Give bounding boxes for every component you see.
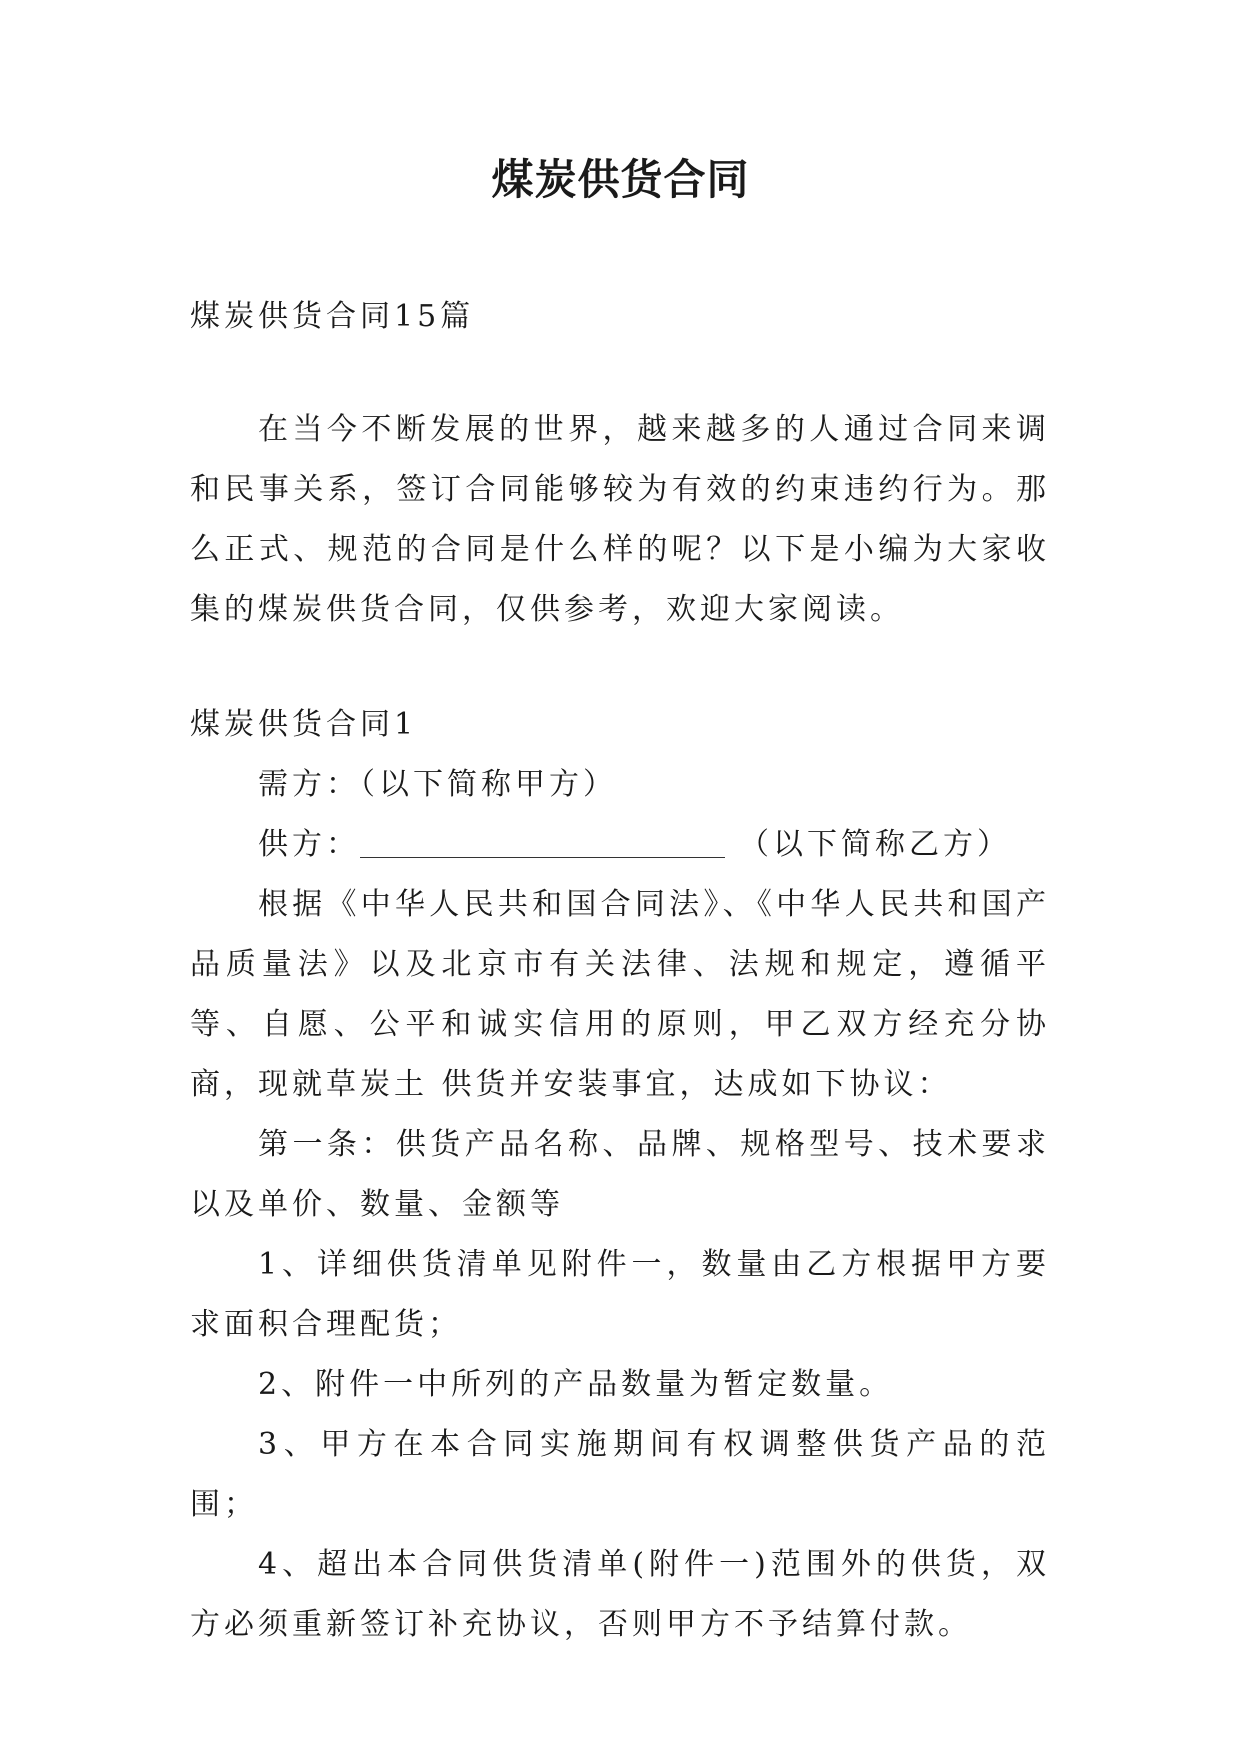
- document-title: 煤炭供货合同: [491, 155, 750, 204]
- supplier-blank: [360, 831, 725, 858]
- item-2: 2、附件一中所列的产品数量为暂定数量。: [258, 1367, 894, 1402]
- supplier-label: 供方：: [258, 827, 360, 862]
- intro-paragraph: 在当今不断发展的世界，越来越多的人通过合同来调和民事关系，签订合同能够较为有效的约束违约行为。那么正式、规范的合同是什么样的呢？以下是小编为大家收集的煤炭供货合同，仅供参考，欢迎大家阅读。: [190, 412, 1050, 627]
- supplier-suffix: （以下简称乙方）: [739, 827, 1011, 862]
- article-one: 第一条：供货产品名称、品牌、规格型号、技术要求以及单价、数量、金额等: [190, 1127, 1050, 1222]
- item-1: 1、详细供货清单见附件一，数量由乙方根据甲方要求面积合理配货；: [190, 1247, 1050, 1342]
- basis-paragraph: 根据《中华人民共和国合同法》、《中华人民共和国产品质量法》以及北京市有关法律、法规和规定，遵循平等、自愿、公平和诚实信用的原则，甲乙双方经充分协商，现就草炭土 供货并安装事宜，达成如下协议：: [190, 887, 1050, 1102]
- item-3: 3、甲方在本合同实施期间有权调整供货产品的范围；: [190, 1427, 1050, 1522]
- contract-section-1: [190, 695, 1050, 1655]
- document-subtitle: 煤炭供货合同15篇: [190, 299, 475, 334]
- item-4: 4、超出本合同供货清单(附件一)范围外的供货，双方必须重新签订补充协议，否则甲方不予结算付款。: [190, 1547, 1050, 1642]
- section-heading: 煤炭供货合同1: [190, 707, 418, 742]
- supplier-line: [190, 815, 1050, 875]
- buyer-line: 需方：（以下简称甲方）: [258, 767, 617, 802]
